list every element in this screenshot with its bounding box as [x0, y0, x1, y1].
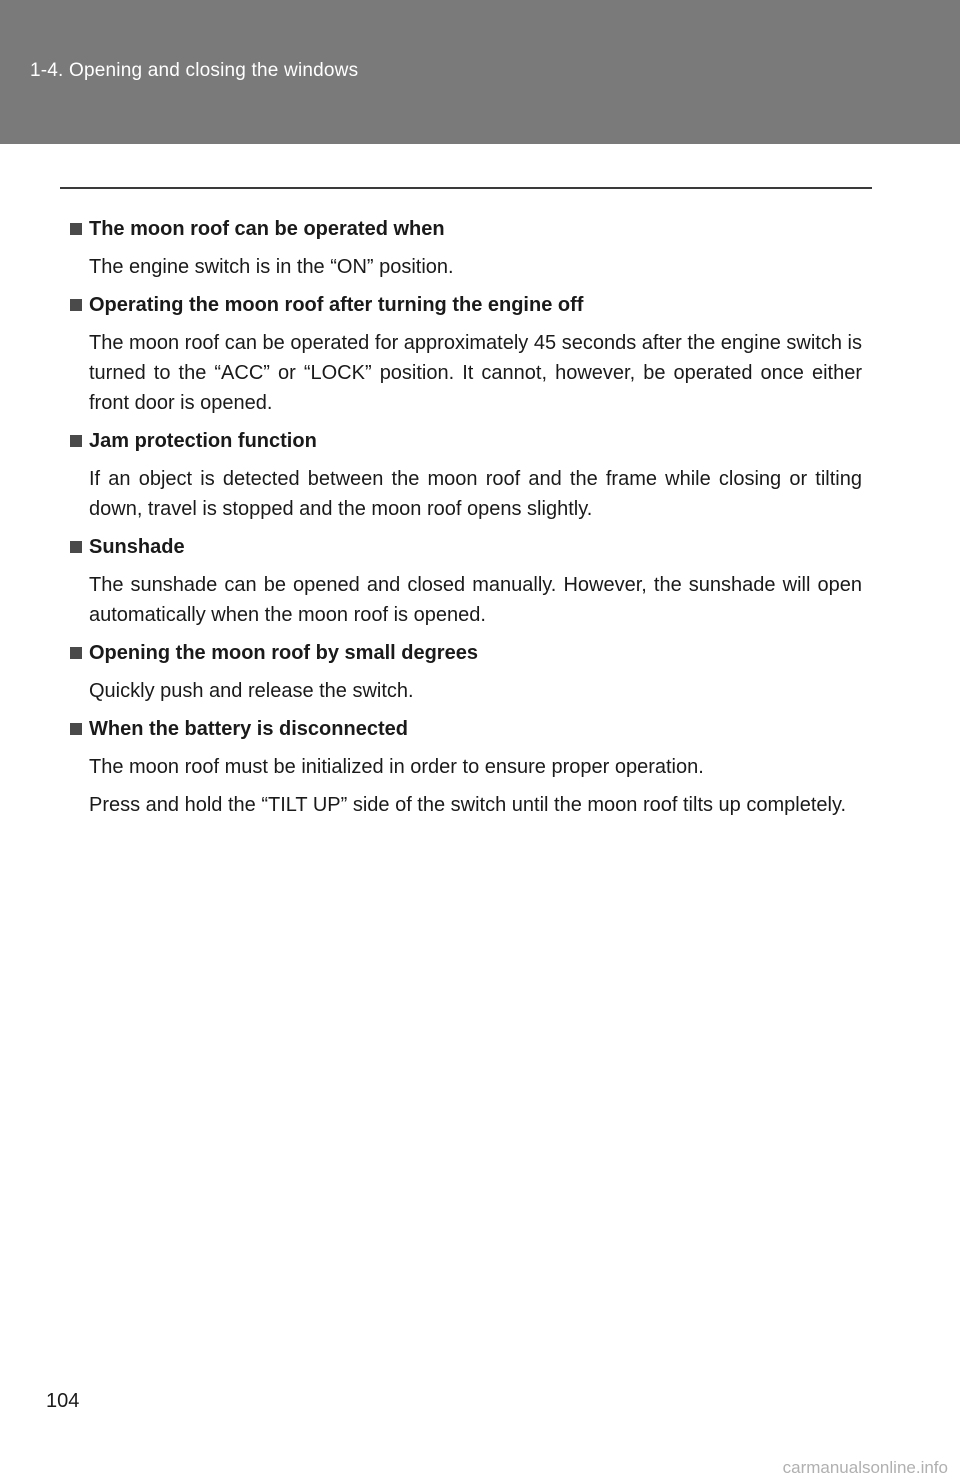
body-paragraph: If an object is detected between the moon roof and the frame while closing or tilting down, travel is stopped and the moon roof opens slightly.: [89, 468, 862, 520]
section-battery-disconnected: [70, 714, 862, 820]
heading-text: Operating the moon roof after turning the engine off: [89, 294, 584, 316]
section-title: 1-4. Opening and closing the windows: [30, 60, 359, 81]
section-jam-protection: [70, 426, 862, 524]
square-bullet-icon: [70, 647, 82, 659]
body-paragraph: The sunshade can be opened and closed manually. However, the sunshade will open automatically when the moon roof is opened.: [89, 574, 862, 626]
square-bullet-icon: [70, 223, 82, 235]
page-content: [70, 214, 862, 828]
square-bullet-icon: [70, 299, 82, 311]
section-heading: [70, 714, 862, 744]
body-paragraph: The moon roof must be initialized in order to ensure proper operation.: [89, 756, 704, 778]
section-heading: [70, 290, 862, 320]
section-heading: [70, 214, 862, 244]
section-heading: [70, 532, 862, 562]
square-bullet-icon: [70, 723, 82, 735]
heading-text: Opening the moon roof by small degrees: [89, 642, 478, 664]
section-after-engine-off: [70, 290, 862, 418]
section-operable: [70, 214, 862, 282]
section-sunshade: [70, 532, 862, 630]
heading-text: Jam protection function: [89, 430, 317, 452]
watermark: carmanualsonline.info: [782, 1458, 948, 1477]
section-heading: [70, 426, 862, 456]
body-paragraph: Quickly push and release the switch.: [89, 680, 414, 702]
square-bullet-icon: [70, 541, 82, 553]
body-paragraph: Press and hold the “TILT UP” side of the switch until the moon roof tilts up completely.: [89, 794, 847, 816]
section-heading: [70, 638, 862, 668]
body-paragraph: The engine switch is in the “ON” position.: [89, 256, 454, 278]
square-bullet-icon: [70, 435, 82, 447]
header-band: [0, 0, 960, 144]
section-small-degrees: [70, 638, 862, 706]
heading-text: Sunshade: [89, 536, 185, 558]
divider: [60, 187, 872, 189]
heading-text: When the battery is disconnected: [89, 718, 408, 740]
page-number: 104: [46, 1390, 80, 1412]
heading-text: The moon roof can be operated when: [89, 218, 445, 240]
body-paragraph: The moon roof can be operated for approximately 45 seconds after the engine switch is turned to the “ACC” or “LOCK” position. It cannot, however, be operated once either front door is opened.: [89, 332, 862, 414]
